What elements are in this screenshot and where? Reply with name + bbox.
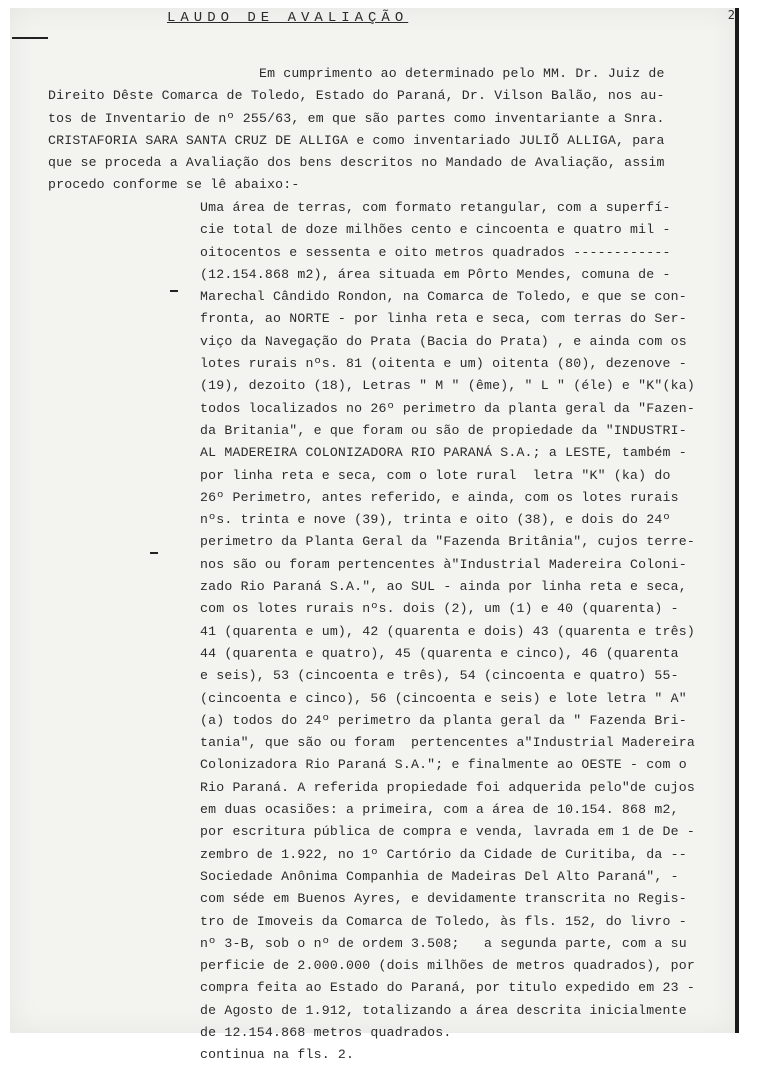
text-line: (a) todos do 24º perimetro da planta geral da " Fazenda Bri- [200, 712, 687, 728]
text-line: oitocentos e sessenta e oito metros quadrados ------------ [200, 244, 671, 260]
text-line: com séde em Buenos Ayres, e devidamente transcrita no Regis- [200, 891, 687, 907]
text-line: Sociedade Anônima Companhia de Madeiras Del Alto Paraná", - [200, 868, 679, 884]
text-line: (cincoenta e cinco), 56 (cincoenta e seis) e lote letra " A" [200, 690, 687, 706]
text-line: 44 (quarenta e quatro), 45 (quarenta e cinco), 46 (quarenta [200, 645, 679, 661]
text-line: com os lotes rurais nºs. dois (2), um (1) e 40 (quarenta) - [200, 601, 679, 617]
text-line: fronta, ao NORTE - por linha reta e seca, com terras do Ser- [200, 311, 687, 327]
text-line: tos de Inventario de nº 255/63, em que são partes como inventariante a Snra. [48, 110, 665, 126]
margin-mark [170, 290, 178, 292]
text-line: lotes rurais nºs. 81 (oitenta e um) oitenta (80), dezenove - [200, 356, 687, 372]
text-line: da Britania", e que foram ou são de propiedade da "INDUSTRI- [200, 422, 687, 438]
text-line: tro de Imoveis da Comarca de Toledo, às fls. 152, do livro - [200, 913, 687, 929]
text-line: de 12.154.868 metros quadrados. [200, 1024, 452, 1040]
text-line: procedo conforme se lê abaixo:- [48, 177, 300, 193]
text-line: e seis), 53 (cincoenta e três), 54 (cincoenta e quatro) 55- [200, 668, 679, 684]
property-description [200, 197, 695, 1067]
text-line: por escritura pública de compra e venda, lavrada em 1 de De - [200, 824, 695, 840]
text-line: Colonizadora Rio Paraná S.A."; e finalmente ao OESTE - com o [200, 757, 687, 773]
text-line: nº 3-B, sob o nº de ordem 3.508; a segunda parte, com a su [200, 935, 687, 951]
text-line: nºs. trinta e nove (39), trinta e oito (38), e dois do 24º [200, 512, 671, 528]
text-line: todos localizados no 26º perimetro da planta geral da "Fazen- [200, 400, 695, 416]
text-line: cie total de doze milhões cento e cincoenta e quatro mil - [200, 222, 671, 238]
document-title: LAUDO DE AVALIAÇÃO [167, 10, 409, 26]
text-line: Em cumprimento ao determinado pelo MM. Dr. Juiz de [48, 66, 665, 81]
text-line: Direito Dêste Comarca de Toledo, Estado do Paraná, Dr. Vilson Balão, nos au- [48, 88, 665, 104]
text-line: nos são ou foram pertencentes à"Industrial Madereira Coloni- [200, 556, 687, 572]
text-line: (12.154.868 m2), área situada em Pôrto Mendes, comuna de - [200, 266, 671, 282]
text-line: perficie de 2.000.000 (dois milhões de metros quadrados), por [200, 958, 695, 974]
text-line: em duas ocasiões: a primeira, com a área de 10.154. 868 m2, [200, 802, 679, 818]
text-line: por linha reta e seca, com o lote rural letra "K" (ka) do [200, 467, 671, 483]
page-mark: 2 [727, 8, 735, 22]
text-line: compra feita ao Estado do Paraná, por titulo expedido em 23 - [200, 980, 695, 996]
text-line: zado Rio Paraná S.A.", ao SUL - ainda por linha reta e seca, [200, 579, 687, 595]
text-line: (19), dezoito (18), Letras " M " (ême), " L " (éle) e "K"(ka) [200, 378, 695, 394]
text-line: tania", que são ou foram pertencentes a"Industrial Madereira [200, 735, 695, 751]
text-line: Marechal Cândido Rondon, na Comarca de Toledo, e que se con- [200, 289, 687, 305]
text-line: perimetro da Planta Geral da "Fazenda Britânia", cujos terre- [200, 534, 695, 550]
text-line: zembro de 1.922, no 1º Cartório da Cidade de Curitiba, da -- [200, 846, 687, 862]
margin-mark [12, 37, 48, 39]
text-line: Uma área de terras, com formato retangular, com a superfí- [200, 200, 671, 215]
intro-paragraph [48, 63, 665, 197]
text-line: 41 (quarenta e um), 42 (quarenta e dois) 43 (quarenta e três) [200, 623, 695, 639]
text-line: AL MADEREIRA COLONIZADORA RIO PARANÁ S.A.; a LESTE, também - [200, 445, 687, 461]
text-line: 26º Perimetro, antes referido, e ainda, com os lotes rurais [200, 489, 679, 505]
text-line: viço da Navegação do Prata (Bacia do Prata) , e ainda com os [200, 333, 687, 349]
text-line: CRISTAFORIA SARA SANTA CRUZ DE ALLIGA e como inventariado JULIÕ ALLIGA, para [48, 132, 665, 148]
text-line: Rio Paraná. A referida propiedade foi adquerida pelo"de cujos [200, 779, 695, 795]
text-line: que se proceda a Avaliação dos bens descritos no Mandado de Avaliação, assim [48, 155, 665, 171]
text-line: de Agosto de 1.912, totalizando a área descrita inicialmente [200, 1002, 687, 1018]
margin-mark [150, 552, 158, 554]
text-line: continua na fls. 2. [200, 1047, 355, 1063]
